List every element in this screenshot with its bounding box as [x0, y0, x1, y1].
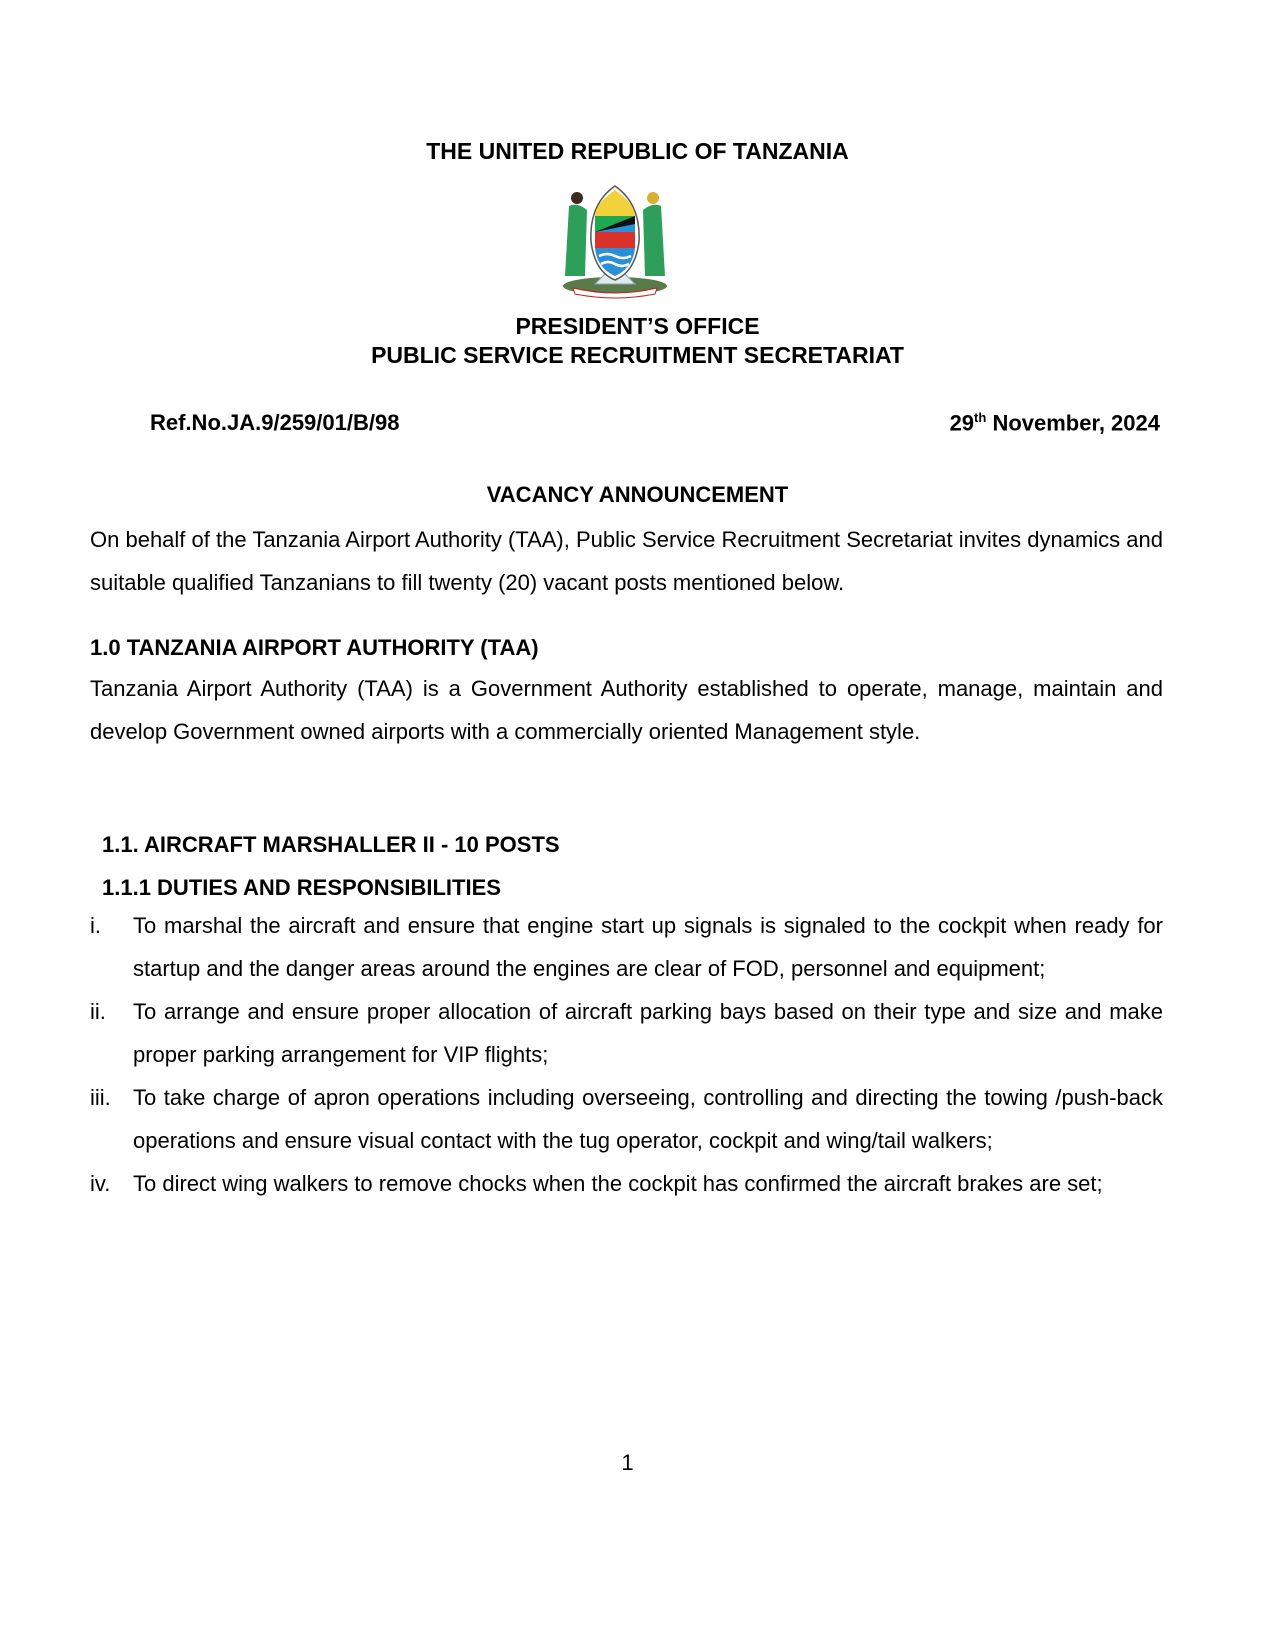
list-item: [90, 990, 1163, 1076]
section-1-1-heading: 1.1. AIRCRAFT MARSHALLER II - 10 POSTS: [102, 832, 560, 857]
page-number: 1: [621, 1450, 634, 1475]
date-day: 29: [949, 410, 975, 436]
office-line-1: PRESIDENT’S OFFICE: [515, 313, 760, 339]
section-1-0-heading: 1.0 TANZANIA AIRPORT AUTHORITY (TAA): [90, 635, 539, 660]
section-1-0-body: Tanzania Airport Authority (TAA) is a Government Authority established to operate, manage, maintain and develop Government owned airports with a commercially oriented Management style.: [90, 676, 1163, 744]
duties-list: [90, 904, 1163, 1205]
list-item-number: ii.: [90, 999, 106, 1024]
country-heading: THE UNITED REPUBLIC OF TANZANIA: [426, 138, 849, 164]
office-line-2: PUBLIC SERVICE RECRUITMENT SECRETARIAT: [371, 342, 904, 368]
list-item-text: To direct wing walkers to remove chocks when the cockpit has confirmed the aircraft brakes are set;: [133, 1171, 1103, 1196]
document-date: [950, 410, 1160, 436]
list-item-text: To take charge of apron operations including overseeing, controlling and directing the towing /push-back operations and ensure visual contact with the tug operator, cockpit and wing/tail walkers;: [133, 1085, 1163, 1153]
section-1-1-1-heading: 1.1.1 DUTIES AND RESPONSIBILITIES: [102, 875, 501, 900]
list-item: [90, 1076, 1163, 1162]
intro-paragraph: On behalf of the Tanzania Airport Authority (TAA), Public Service Recruitment Secretariat invites dynamics and suitable qualified Tanzanians to fill twenty (20) vacant posts mentioned below.: [90, 527, 1163, 595]
list-item-text: To arrange and ensure proper allocation of aircraft parking bays based on their type and size and make proper parking arrangement for VIP flights;: [133, 999, 1163, 1067]
office-heading: [0, 312, 1275, 370]
list-item: [90, 1162, 1163, 1205]
list-item-text: To marshal the aircraft and ensure that engine start up signals is signaled to the cockpit when ready for startup and the danger areas around the engines are clear of FOD, personnel and equipment;: [133, 913, 1163, 981]
list-item-number: iv.: [90, 1171, 111, 1196]
document-title: VACANCY ANNOUNCEMENT: [486, 482, 789, 507]
date-rest: November, 2024: [986, 410, 1160, 436]
list-item-number: iii.: [90, 1085, 111, 1110]
list-item-number: i.: [90, 913, 101, 938]
date-suffix: th: [974, 410, 987, 425]
list-item: [90, 904, 1163, 990]
reference-number: Ref.No.JA.9/259/01/B/98: [150, 410, 400, 435]
coat-of-arms-icon: [555, 180, 675, 300]
